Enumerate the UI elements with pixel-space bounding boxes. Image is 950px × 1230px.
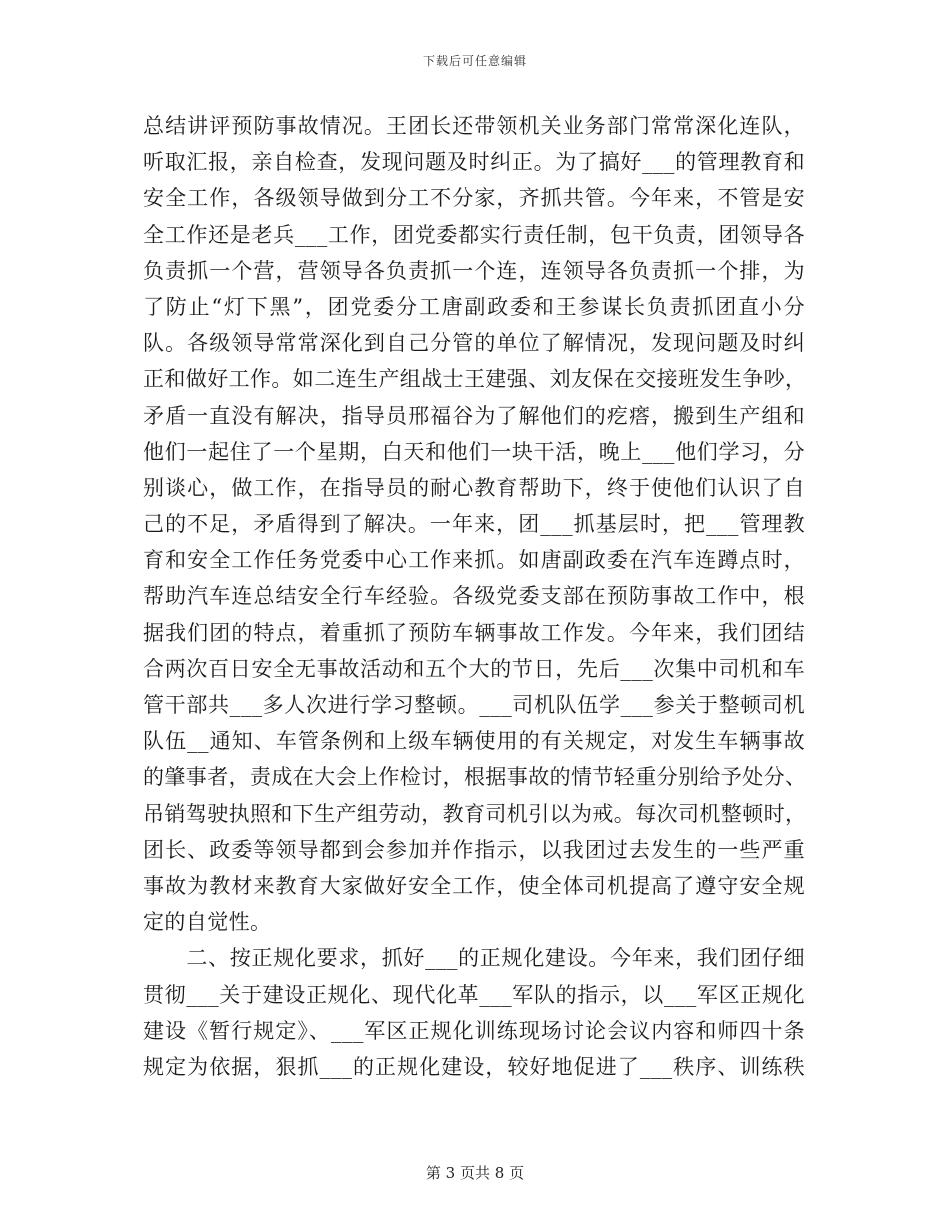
text-line: 听取汇报，亲自检查，发现问题及时纠正。为了搞好___的管理教育和 (143, 150, 805, 175)
text-line: 别谈心，做工作，在指导员的耐心教育帮助下，终于使他们认识了自 (143, 475, 805, 500)
text-line: 己的不足，矛盾得到了解决。一年来，团___抓基层时，把___管理教 (143, 512, 805, 537)
document-body (143, 108, 805, 1085)
text-line: 安全工作，各级领导做到分工不分家，齐抓共管。今年来，不管是安 (143, 186, 805, 211)
text-line: 负责抓一个营，营领导各负责抓一个连，连领导各负责抓一个排，为 (143, 258, 805, 283)
text-line: 全工作还是老兵___工作，团党委都实行责任制，包干负责，团领导各 (143, 222, 805, 247)
text-line: 他们一起住了一个星期，白天和他们一块干活，晚上___他们学习，分 (143, 439, 805, 464)
text-line: 规定为依据，狠抓___的正规化建设，较好地促进了___秩序、训练秩 (143, 1054, 805, 1079)
text-line: 团长、政委等领导都到会参加并作指示，以我团过去发生的一些严重 (143, 837, 805, 862)
text-line: 帮助汽车连总结安全行车经验。各级党委支部在预防事故工作中，根 (143, 584, 805, 609)
text-line: 育和安全工作任务党委中心工作来抓。如唐副政委在汽车连蹲点时， (143, 548, 805, 573)
text-line: 正和做好工作。如二连生产组战士王建强、刘友保在交接班发生争吵， (143, 367, 807, 392)
text-line: 据我们团的特点，着重抓了预防车辆事故工作发。今年来，我们团结 (143, 620, 805, 645)
text-line: 二、按正规化要求，抓好___的正规化建设。今年来，我们团仔细 (143, 946, 805, 971)
text-line: 的肇事者，责成在大会上作检讨，根据事故的情节轻重分别给予处分、 (143, 765, 807, 790)
text-line: 管干部共___多人次进行学习整顿。___司机队伍学___参关于整顿司机 (143, 693, 805, 717)
page-footer: 第 3 页共 8 页 (425, 1164, 525, 1182)
text-line: 矛盾一直没有解决，指导员邢福谷为了解他们的疙瘩，搬到生产组和 (143, 403, 805, 428)
text-line: 总结讲评预防事故情况。王团长还带领机关业务部门常常深化连队， (143, 114, 805, 138)
text-line: 事故为教材来教育大家做好安全工作，使全体司机提高了遵守安全规 (143, 873, 805, 898)
text-line: 合两次百日安全无事故活动和五个大的节日，先后___次集中司机和车 (143, 656, 805, 681)
text-line: 队伍__通知、车管条例和上级车辆使用的有关规定，对发生车辆事故 (143, 729, 805, 754)
text-line: 建设《暂行规定》、___军区正规化训练现场讨论会议内容和师四十条 (143, 1018, 805, 1043)
text-line: 吊销驾驶执照和下生产组劳动，教育司机引以为戒。每次司机整顿时， (143, 801, 807, 826)
text-line: 定的自觉性。 (143, 910, 272, 935)
text-line: 贯彻___关于建设正规化、现代化革___军队的指示，以___军区正规化 (143, 982, 805, 1007)
text-line: 了防止“灯下黑”，团党委分工唐副政委和王参谋长负责抓团直小分 (143, 294, 805, 319)
page-header: 下载后可任意编辑 (422, 54, 527, 68)
text-line: 队。各级领导常常深化到自己分管的单位了解情况，发现问题及时纠 (143, 331, 805, 356)
